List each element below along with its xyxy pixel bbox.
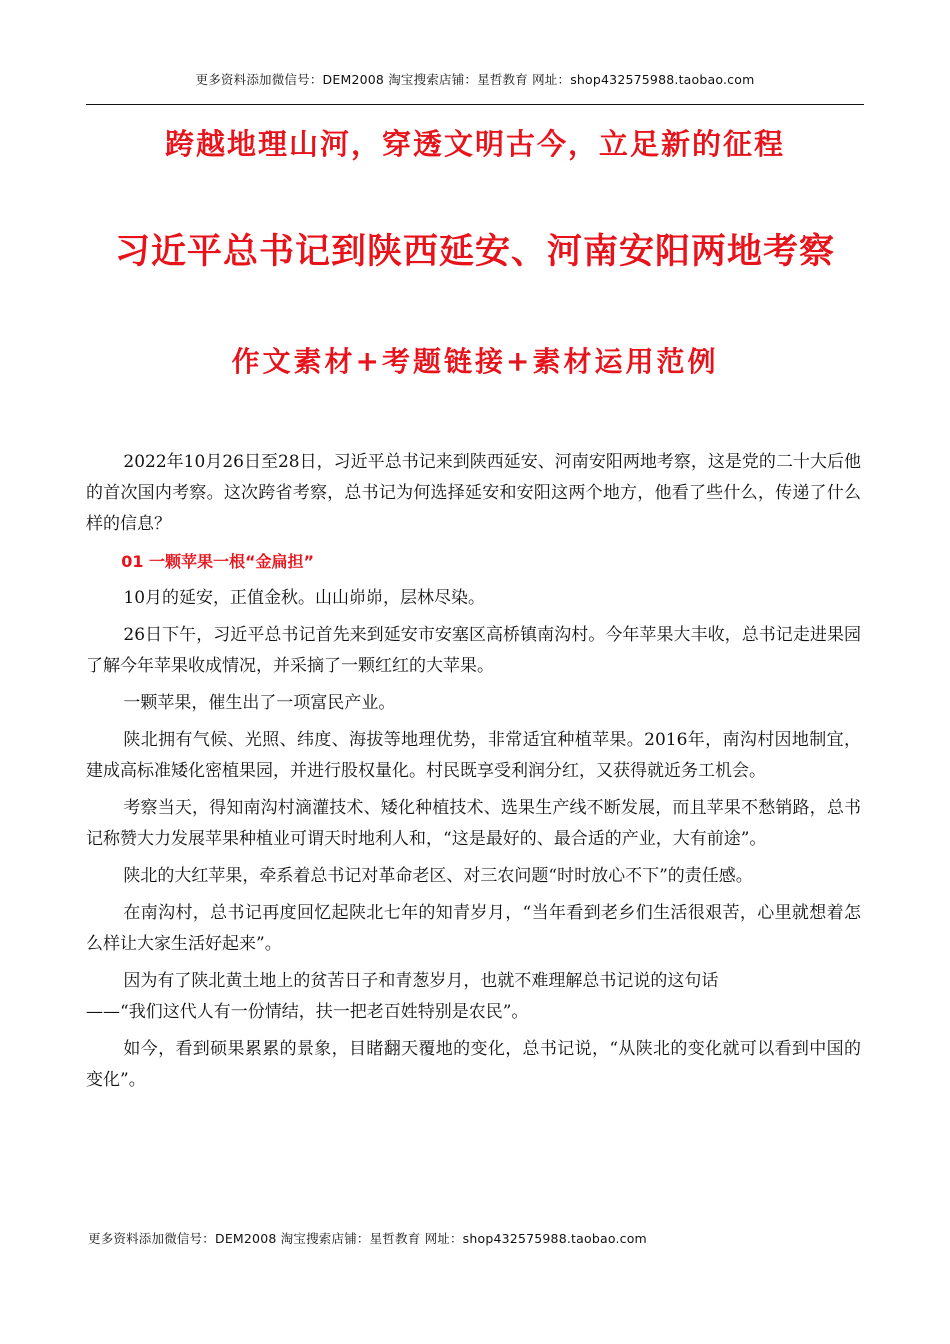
subtitle: 作文素材+考题链接+素材运用范例 <box>231 345 719 378</box>
main-title: 习近平总书记到陕西延安、河南安阳两地考察 <box>114 232 835 272</box>
paragraph: 如今，看到硕果累累的景象，目睹翻天覆地的变化，总书记说，“从陕北的变化就可以看到中国的变化”。 <box>86 1039 861 1090</box>
paragraph: 考察当天，得知南沟村滴灌技术、矮化种植技术、选果生产线不断发展，而且苹果不愁销路，总书记称赞大力发展苹果种植业可谓天时地利人和，“这是最好的、最合适的产业，大有前途”。 <box>86 798 861 849</box>
paragraph: 一颗苹果，催生出了一项富民产业。 <box>123 693 396 713</box>
header-note: 更多资料添加微信号：DEM2008 淘宝搜索店铺：星哲教育 网址：shop432575988.taobao.com <box>195 72 755 87</box>
paragraph-intro: 2022年10月26日至28日，习近平总书记来到陕西延安、河南安阳两地考察，这是党的二十大后他的首次国内考察。这次跨省考察，总书记为何选择延安和安阳这两个地方，他看了些什么，传递了什么样的信息？ <box>86 452 861 534</box>
paragraph-continuation: ——“我们这代人有一份情结，扶一把老百姓特别是农民”。 <box>86 1002 529 1022</box>
section-heading: 01 一颗苹果一根“金扁担” <box>121 552 315 571</box>
paragraph: 因为有了陕北黄土地上的贫苦日子和青葱岁月，也就不难理解总书记说的这句话 <box>123 971 719 991</box>
article-body <box>86 447 861 1102</box>
paragraph: 26日下午，习近平总书记首先来到延安市安塞区高桥镇南沟村。今年苹果大丰收，总书记走进果园了解今年苹果收成情况，并采摘了一颗红红的大苹果。 <box>86 625 861 676</box>
header-divider <box>86 104 864 105</box>
footer-note: 更多资料添加微信号：DEM2008 淘宝搜索店铺：星哲教育 网址：shop432575988.taobao.com <box>88 1231 647 1246</box>
paragraph: 10月的延安，正值金秋。山山峁峁，层林尽染。 <box>123 588 486 608</box>
paragraph: 在南沟村，总书记再度回忆起陕北七年的知青岁月，“当年看到老乡们生活很艰苦，心里就想着怎么样让大家生活好起来”。 <box>86 903 861 954</box>
title-slogan: 跨越地理山河，穿透文明古今，立足新的征程 <box>164 127 785 161</box>
paragraph: 陕北拥有气候、光照、纬度、海拔等地理优势，非常适宜种植苹果。2016年，南沟村因地制宜，建成高标准矮化密植果园，并进行股权量化。村民既享受利润分红，又获得就近务工机会。 <box>86 730 861 781</box>
paragraph: 陕北的大红苹果，牵系着总书记对革命老区、对三农问题“时时放心不下”的责任感。 <box>123 866 753 886</box>
